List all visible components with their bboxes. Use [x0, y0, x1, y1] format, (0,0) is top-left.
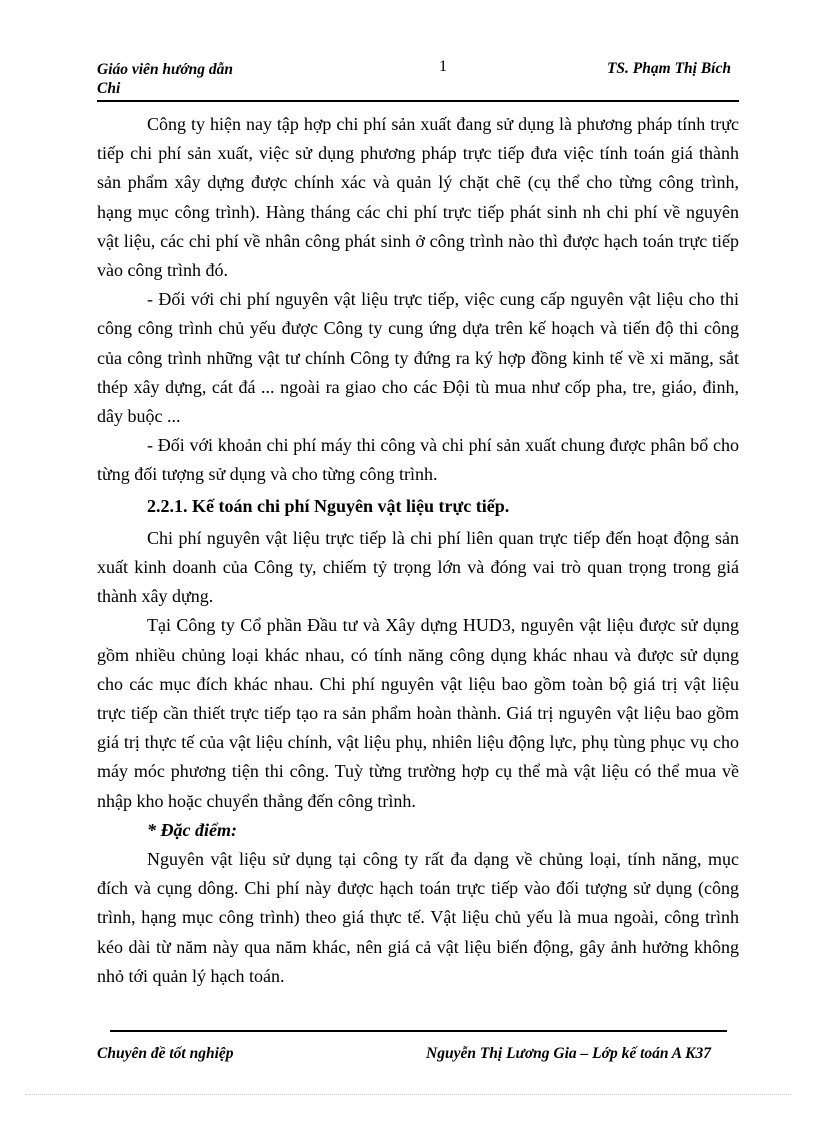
header-advisor-name: TS. Phạm Thị Bích: [606, 60, 731, 77]
paragraph: Tại Công ty Cổ phần Đầu tư và Xây dựng HUD3, nguyên vật liệu được sử dụng gồm nhiều chủng loại khác nhau, có tính năng công dụng khác nhau và được sử dụng cho các mục đích khác nhau. Chi phí nguyên vật liệu bao gồm toàn bộ giá trị vật liệu trực tiếp cần thiết trực tiếp tạo ra sản phẩm hoàn thành. Giá trị nguyên vật liệu bao gồm giá trị thực tế của vật liệu chính, vật liệu phụ, nhiên liệu động lực, phụ tùng phục vụ cho máy móc phương tiện thi công. Tuỳ từng trường hợp cụ thể mà vật liệu có thể mua về nhập kho hoặc chuyển thẳng đến công trình.: [97, 615, 739, 811]
paragraph: Chi phí nguyên vật liệu trực tiếp là chi phí liên quan trực tiếp đến hoạt động sản xuất kinh doanh của Công ty, chiếm tỷ trọng lớn và đóng vai trò quan trọng trong giá thành xây dựng.: [97, 527, 739, 607]
paragraph: - Đối với khoản chi phí máy thi công và chi phí sản xuất chung được phân bổ cho từng đối tượng sử dụng và cho từng công trình.: [97, 435, 739, 485]
sub-heading: * Đặc điểm:: [147, 819, 237, 840]
page-header: [97, 58, 739, 102]
page-edge-divider: [25, 1094, 791, 1095]
header-advisor-label: Giáo viên hướng dẫn Chi: [97, 61, 234, 97]
page-number: 1: [439, 58, 447, 75]
footer-author: Nguyễn Thị Lương Gia – Lớp kế toán A K37: [426, 1045, 711, 1062]
footer-thesis-label: Chuyên đề tốt nghiệp: [97, 1045, 234, 1062]
document-body: [97, 110, 739, 991]
footer-divider: [110, 1030, 727, 1032]
paragraph: Công ty hiện nay tập hợp chi phí sản xuất đang sử dụng là phương pháp tính trực tiếp chi phí sản xuất, việc sử dụng phương pháp trực tiếp đưa việc tính toán giá thành sản phẩm xây dựng được chính xác và quản lý chặt chẽ (cụ thể cho từng công trình, hạng mục công trình). Hàng tháng các chi phí trực tiếp phát sinh nh chi phí về nguyên vật liệu, các chi phí về nhân công phát sinh ở công trình nào thì được hạch toán trực tiếp vào công trình đó.: [97, 114, 739, 281]
section-heading: 2.2.1. Kế toán chi phí Nguyên vật liệu trực tiếp.: [147, 495, 510, 516]
paragraph: Nguyên vật liệu sử dụng tại công ty rất đa dạng về chủng loại, tính năng, mục đích và cụng dông. Chi phí này được hạch toán trực tiếp vào đối tượng sử dụng (công trình, hạng mục công trình) theo giá thực tế. Vật liệu chủ yếu là mua ngoài, công trình kéo dài từ năm này qua năm khác, nên giá cả vật liệu biến động, gây ảnh hưởng không nhỏ tới quản lý hạch toán.: [97, 849, 739, 986]
paragraph: - Đối với chi phí nguyên vật liệu trực tiếp, việc cung cấp nguyên vật liệu cho thi công công trình chủ yếu được Công ty cung ứng dựa trên kế hoạch và tiến độ thi công của công trình những vật tư chính Công ty đứng ra ký hợp đồng kinh tế về xi măng, sắt thép xây dựng, cát đá ... ngoài ra giao cho các Đội tù mua như cốp pha, tre, giáo, đinh, dây buộc ...: [97, 289, 739, 427]
